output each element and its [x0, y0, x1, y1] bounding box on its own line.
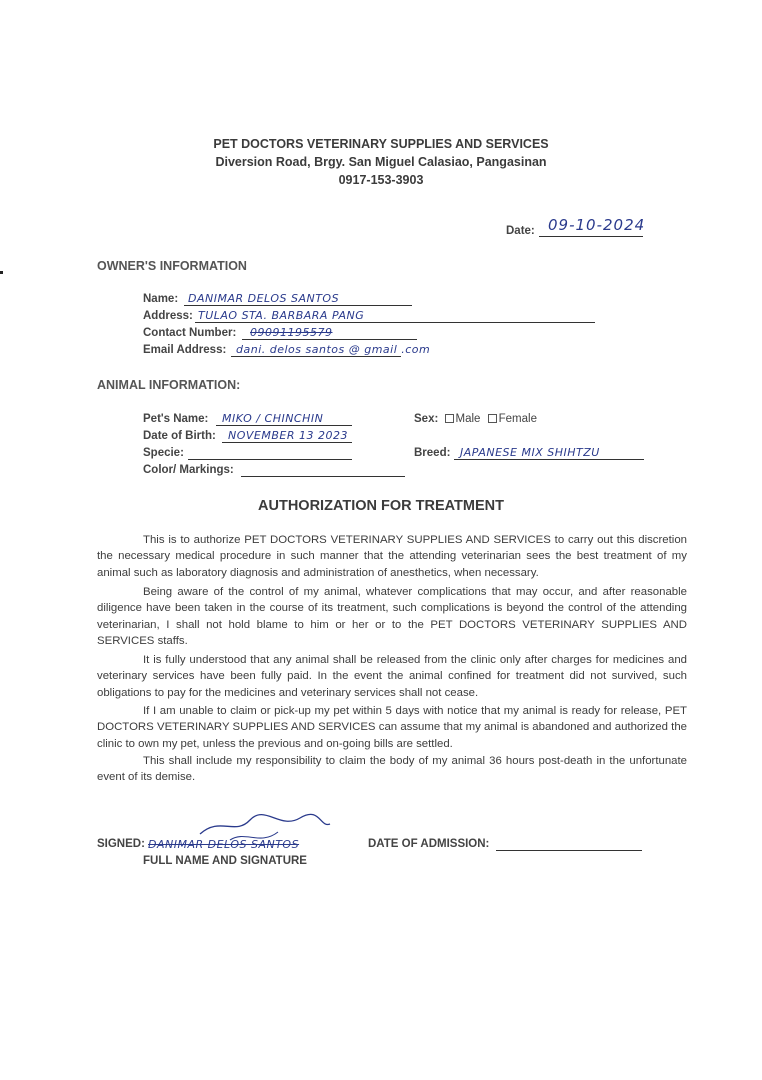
breed-value: JAPANESE MIX SHIHTZU [460, 446, 600, 459]
owner-address-value: TULAO STA. BARBARA PANG [198, 309, 365, 322]
pet-name-value: MIKO / CHINCHIN [222, 412, 324, 425]
date-label: Date: [506, 225, 535, 237]
female-checkbox[interactable] [488, 414, 497, 423]
admission-date-label: DATE OF ADMISSION: [368, 838, 490, 850]
female-option-label: Female [498, 413, 537, 425]
email-line [231, 356, 401, 357]
date-value: 09-10-2024 [548, 216, 646, 234]
owner-address-label: Address: [143, 310, 193, 322]
admission-date-line [496, 850, 642, 851]
owner-section-title: OWNER'S INFORMATION [97, 259, 247, 273]
authorization-paragraph-1 [97, 532, 687, 581]
color-label: Color/ Markings: [143, 464, 234, 476]
email-value: dani. delos santos @ gmail .com [236, 343, 431, 356]
authorization-paragraph-4 [97, 703, 687, 752]
owner-address-line [195, 322, 595, 323]
color-line [241, 476, 405, 477]
paragraph-1-text: This is to authorize PET DOCTORS VETERINARY SUPPLIES AND SERVICES to carry out this discretion the necessary medical procedure in such manner that the attending veterinarian sees the best treatment of my animal such as laboratory diagnosis and administration of anesthetics, when necessary. [97, 534, 687, 579]
paragraph-2-text: Being aware of the control of my animal, whatever complications that may occur, and after reasonable diligence have been taken in the course of its treatment, such complications is beyond the control of the attending veterinarian, I shall not hold blame to him or her or to the PET DOCTORS VETERINARY SUPPLIES AND SERVICES staffs. [97, 586, 687, 648]
authorization-paragraph-2 [97, 584, 687, 650]
clinic-phone: 0917-153-3903 [338, 173, 424, 187]
contact-line [242, 339, 417, 340]
pet-name-line [216, 425, 352, 426]
owner-name-label: Name: [143, 293, 179, 305]
clinic-address: Diversion Road, Brgy. San Miguel Calasiao, Pangasinan [215, 155, 547, 169]
owner-name-line [184, 305, 412, 306]
specie-label: Specie: [143, 447, 184, 459]
scan-speck [0, 271, 3, 274]
dob-label: Date of Birth: [143, 430, 216, 442]
male-option-label: Male [455, 413, 481, 425]
sex-label: Sex: [414, 413, 439, 425]
male-checkbox[interactable] [445, 414, 454, 423]
clinic-name: PET DOCTORS VETERINARY SUPPLIES AND SERVICES [213, 137, 549, 151]
authorization-paragraph-5 [97, 753, 687, 786]
specie-line [188, 459, 352, 460]
authorization-paragraph-3 [97, 652, 687, 701]
paragraph-4-text: If I am unable to claim or pick-up my pet within 5 days with notice that my animal is ready for release, PET DOCTORS VETERINARY SUPPLIES AND SERVICES can assume that my animal is abandoned and authorized the clinic to own my pet, unless the previous and on-going bills are settled. [97, 705, 687, 750]
animal-section-title: ANIMAL INFORMATION: [97, 378, 241, 392]
email-label: Email Address: [143, 344, 227, 356]
sex-field [414, 413, 537, 425]
signed-label: SIGNED: [97, 838, 145, 850]
authorization-title: AUTHORIZATION FOR TREATMENT [258, 498, 504, 514]
pet-name-label: Pet's Name: [143, 413, 209, 425]
owner-name-value: DANIMAR DELOS SANTOS [188, 292, 340, 305]
breed-label: Breed: [414, 447, 451, 459]
signed-name: DANIMAR DELOS SANTOS [148, 838, 300, 851]
dob-line [222, 442, 352, 443]
dob-value: NOVEMBER 13 2023 [228, 429, 348, 442]
breed-line [454, 459, 644, 460]
date-line [539, 236, 643, 237]
contact-value: 09091195579 [250, 326, 333, 339]
contact-label: Contact Number: [143, 327, 237, 339]
paragraph-5-text: This shall include my responsibility to claim the body of my animal 36 hours post-death in the unfortunate event of its demise. [97, 755, 687, 784]
signature-caption: FULL NAME AND SIGNATURE [143, 855, 307, 867]
paragraph-3-text: It is fully understood that any animal shall be released from the clinic only after charges for medicines and veterinary services have been fully paid. In the event the animal confined for treatment did not survived, such obligations to pay for the medicines and veterinary services shall not cease. [97, 654, 687, 699]
